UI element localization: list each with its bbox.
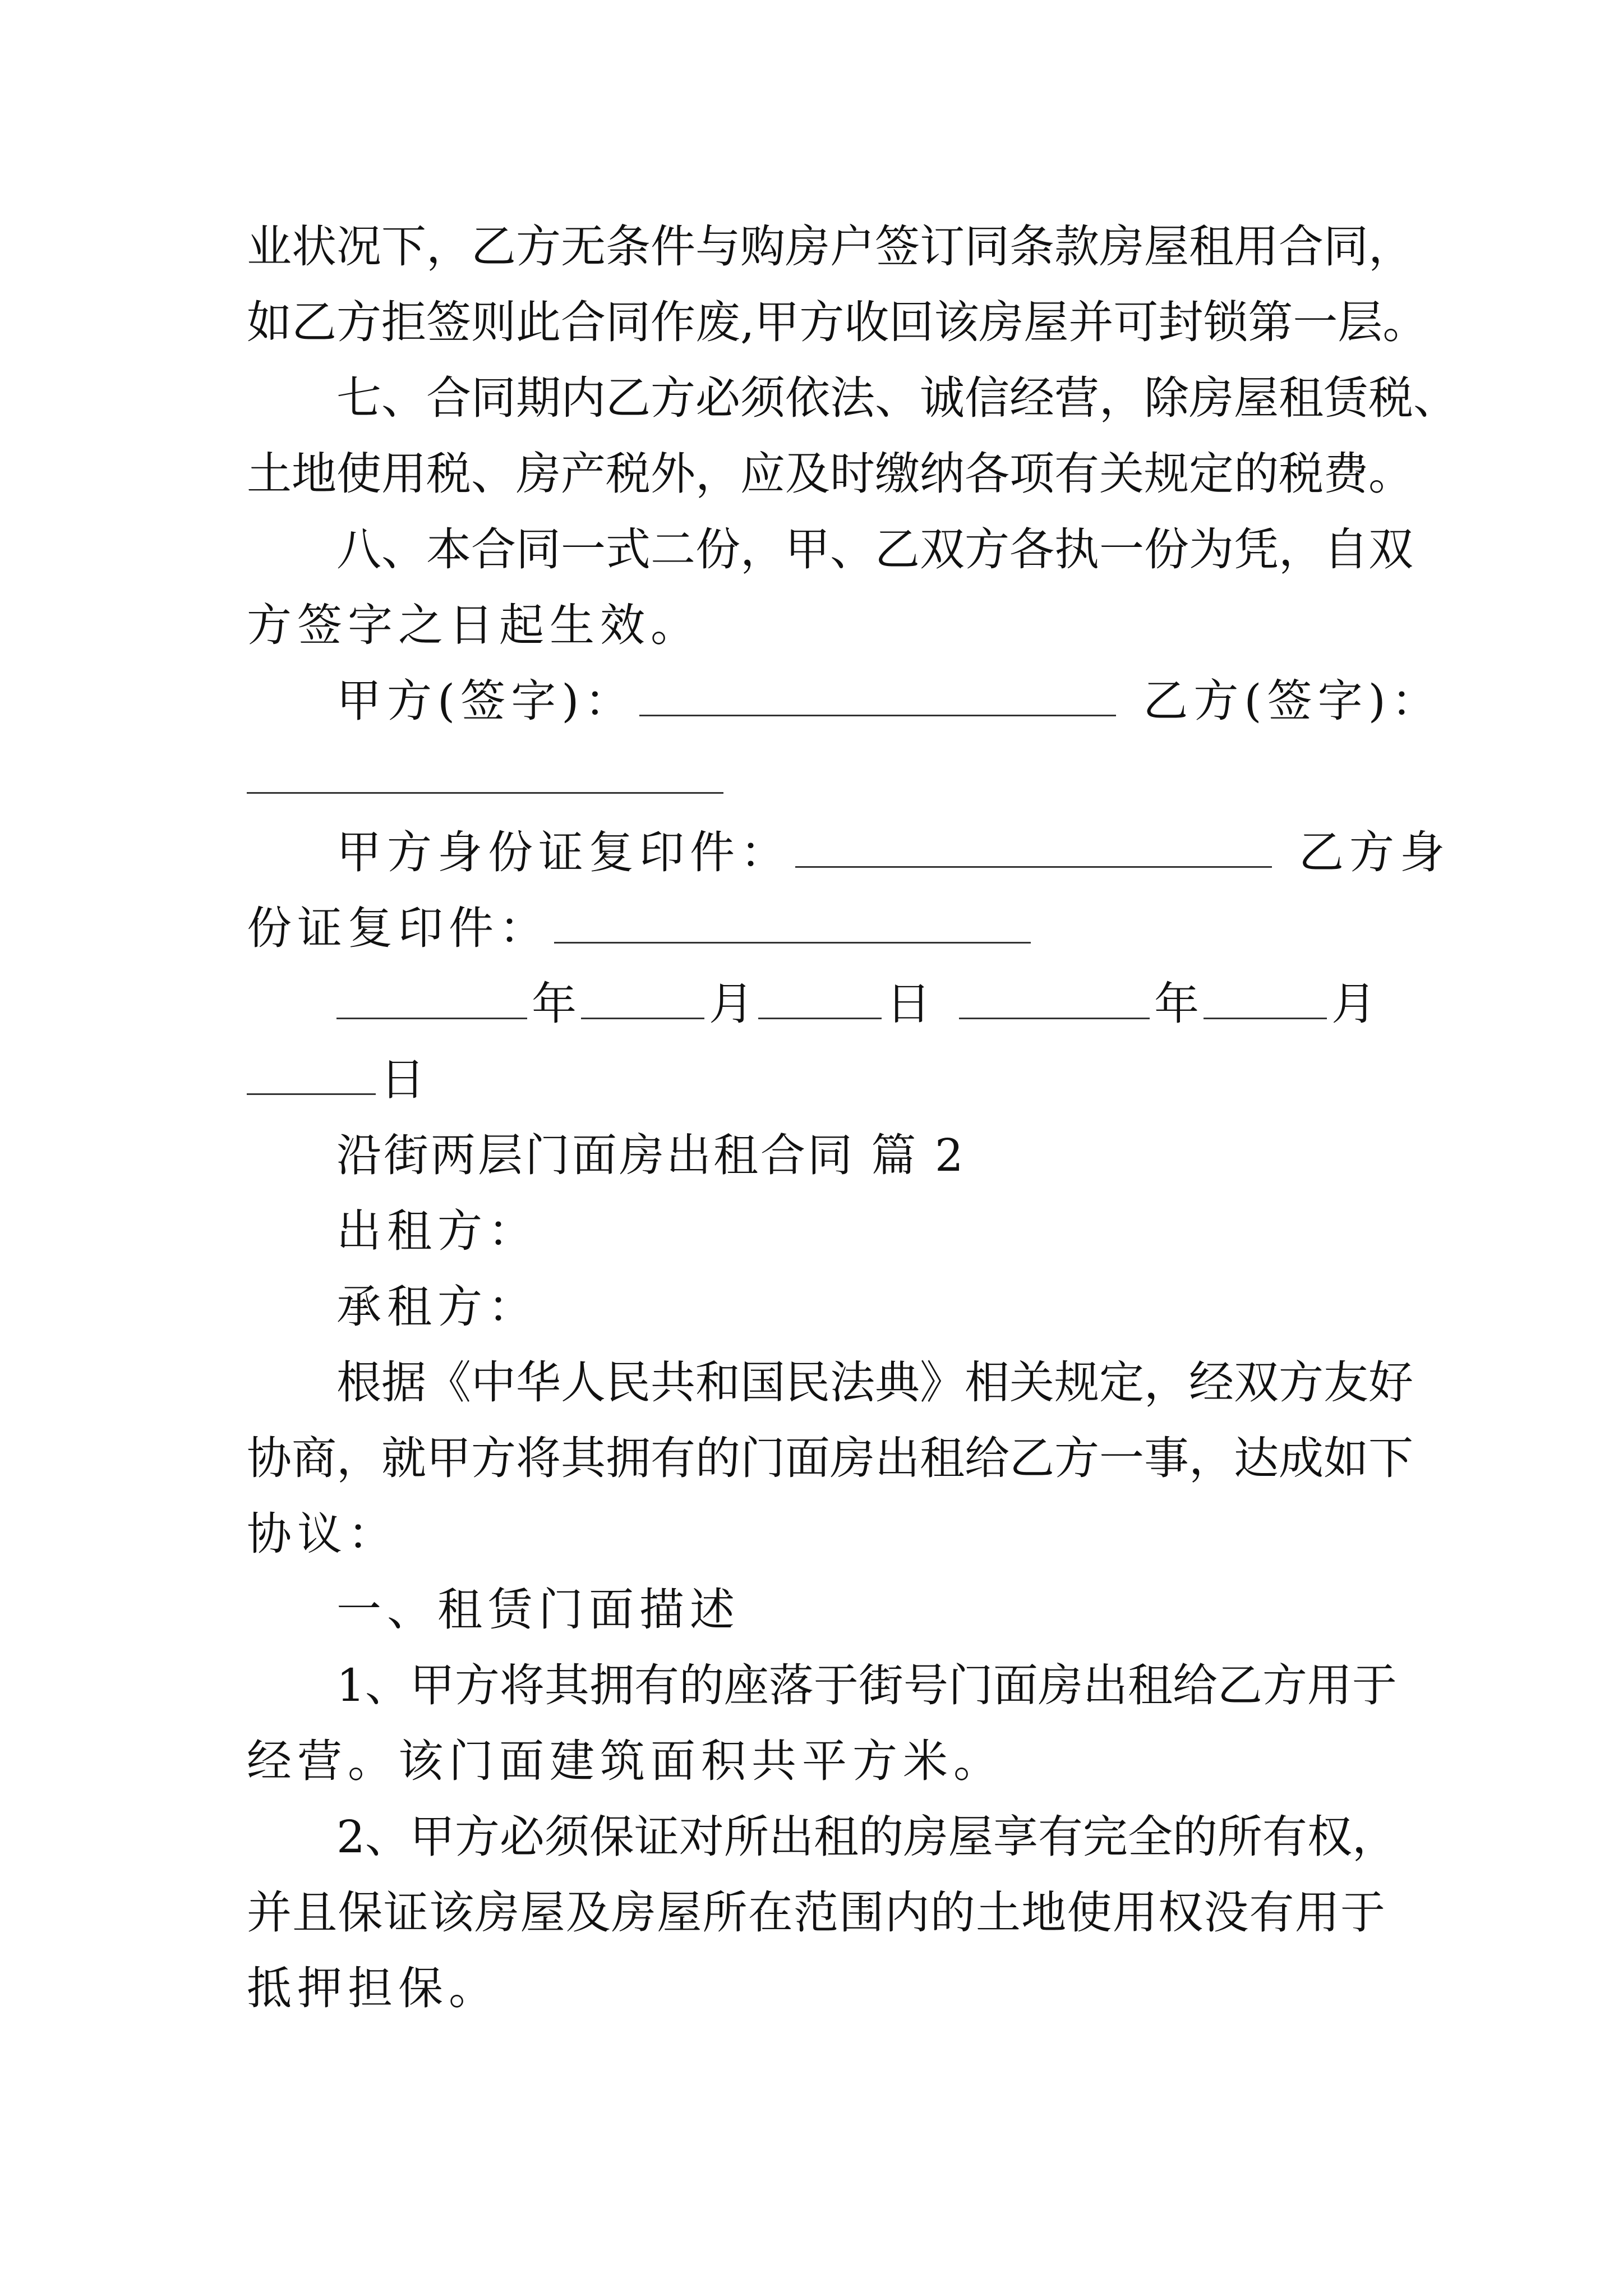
day-label: 日 xyxy=(886,978,931,1030)
month-blank xyxy=(581,973,704,1019)
signature-line xyxy=(336,662,1442,740)
paragraph-line: 如乙方拒签则此合同作废,甲方收回该房屋并可封锁第一层。 xyxy=(247,296,1428,348)
year-blank xyxy=(959,973,1150,1019)
party-b-id-label: 乙方身 xyxy=(1299,826,1450,878)
clause-7-line: 土地使用税、房产税外，应及时缴纳各项有关规定的税费。 xyxy=(247,448,1413,500)
party-a-signature-label: 甲方(签字)： xyxy=(336,675,635,727)
clause-8-line: 方签字之日起生效。 xyxy=(247,599,701,651)
clause-line: 抵押担保。 xyxy=(247,1962,499,2014)
month-label: 月 xyxy=(709,978,754,1030)
section-title: 沿街两层门面房出租合同 篇 2 xyxy=(336,1129,966,1181)
lessee-label: 承租方： xyxy=(336,1281,538,1333)
day-label: 日 xyxy=(380,1053,425,1106)
party-a-signature-blank xyxy=(639,670,1116,716)
month-blank xyxy=(1204,973,1327,1019)
party-b-signature-blank xyxy=(247,792,723,794)
day-blank xyxy=(247,1048,376,1095)
clause-8-line: 八、本合同一式二份，甲、乙双方各执一份为凭，自双 xyxy=(336,523,1413,576)
heading-lease-description: 一、租赁门面描述 xyxy=(336,1584,740,1636)
lessor-label: 出租方： xyxy=(336,1205,538,1257)
party-b-signature-label: 乙方(签字)： xyxy=(1143,675,1442,727)
year-label: 年 xyxy=(532,978,577,1030)
year-blank xyxy=(336,973,527,1019)
party-b-id-blank xyxy=(554,897,1031,944)
party-a-id-blank xyxy=(795,821,1272,868)
id-copy-line xyxy=(336,813,1450,892)
month-label: 月 xyxy=(1331,978,1376,1030)
preamble-line: 根据《中华人民共和国民法典》相关规定，经双方友好 xyxy=(336,1356,1413,1409)
date-line xyxy=(247,1041,1385,1119)
year-label: 年 xyxy=(1154,978,1199,1030)
clause-line: 1、甲方将其拥有的座落于街号门面房出租给乙方用于 xyxy=(336,1659,1397,1711)
id-copy-line xyxy=(247,889,1385,968)
preamble-line: 协议： xyxy=(247,1508,398,1560)
clause-7-line: 七、合同期内乙方必须依法、诚信经营，除房屋租赁税、 xyxy=(336,372,1458,424)
clause-line: 2、甲方必须保证对所出租的房屋享有完全的所有权， xyxy=(336,1811,1397,1863)
party-b-id-label-continued: 份证复印件： xyxy=(247,902,550,954)
party-a-id-label: 甲方身份证复印件： xyxy=(336,826,791,878)
paragraph-line: 业状况下，乙方无条件与购房户签订同条款房屋租用合同， xyxy=(247,220,1413,273)
day-blank xyxy=(758,973,882,1019)
date-line xyxy=(336,965,1385,1043)
clause-line: 经营。该门面建筑面积共平方米。 xyxy=(247,1735,1004,1787)
clause-line: 并且保证该房屋及房屋所在范围内的土地使用权没有用于 xyxy=(247,1887,1385,1939)
preamble-line: 协商，就甲方将其拥有的门面房出租给乙方一事，达成如下 xyxy=(247,1432,1413,1484)
